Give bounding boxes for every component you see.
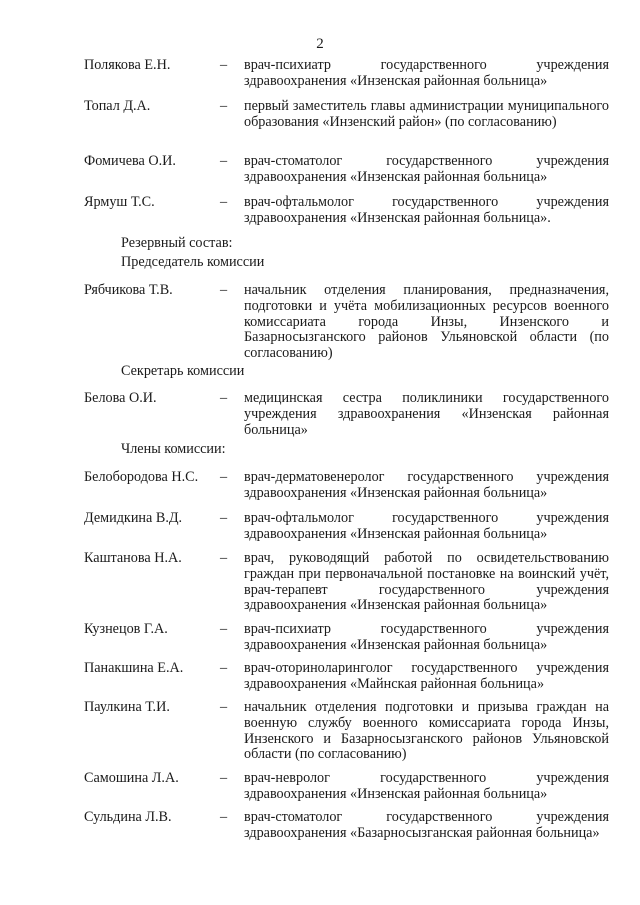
member-name: Паулкина Т.И. (84, 699, 170, 715)
member-entry-demidkina (84, 511, 609, 543)
dash-separator: – (220, 809, 228, 825)
member-entry-polyakova (84, 58, 609, 90)
member-entry-suldina (84, 810, 609, 842)
page-number: 2 (316, 36, 324, 52)
dash-separator: – (220, 660, 228, 676)
member-name: Демидкина В.Д. (84, 510, 183, 526)
member-entry-beloborodova (84, 470, 609, 502)
dash-separator: – (220, 469, 228, 485)
dash-separator: – (220, 510, 228, 526)
dash-separator: – (220, 57, 228, 73)
member-position: врач-оториноларинголог государственного учреждения здравоохранения «Майнская районная больница» (244, 660, 609, 692)
dash-separator: – (220, 390, 228, 406)
member-position: медицинская сестра поликлиники государственного учреждения здравоохранения «Инзенская районная больница» (244, 390, 609, 438)
member-name: Белобородова Н.С. (84, 469, 199, 485)
member-position: врач-психиатр государственного учреждения здравоохранения «Инзенская районная больница» (244, 57, 609, 89)
member-entry-yarmush (84, 195, 609, 227)
member-entry-topal (84, 99, 609, 131)
member-name: Полякова Е.Н. (84, 57, 171, 73)
section-heading-reserve: Резервный состав: (121, 235, 233, 251)
member-position: врач-стоматолог государственного учреждения здравоохранения «Инзенская районная больница» (244, 153, 609, 185)
dash-separator: – (220, 550, 228, 566)
member-position: врач-психиатр государственного учреждения здравоохранения «Инзенская районная больница» (244, 621, 609, 653)
section-heading-members: Члены комиссии: (121, 441, 226, 457)
member-entry-paulkina (84, 700, 609, 763)
member-entry-ryabchikova (84, 283, 609, 362)
member-name: Кузнецов Г.А. (84, 621, 168, 637)
member-position: врач-офтальмолог государственного учреждения здравоохранения «Инзенская районная больница» (244, 510, 609, 542)
member-position: врач, руководящий работой по освидетельствованию граждан при первоначальной постановке на воинский учёт, врач-терапевт государственного учреждения здравоохранения «Инзенская районная больница» (244, 550, 609, 614)
member-name: Белова О.И. (84, 390, 157, 406)
dash-separator: – (220, 153, 228, 169)
member-position: начальник отделения планирования, предназначения, подготовки и учёта мобилизационных ресурсов военного комиссариата города Инзы, Инзенского и Базарносызганского районов Ульяновской области (по согласованию) (244, 282, 609, 362)
dash-separator: – (220, 282, 228, 298)
member-position: врач-офтальмолог государственного учреждения здравоохранения «Инзенская районная больница». (244, 194, 609, 226)
member-name: Ярмуш Т.С. (84, 194, 155, 210)
dash-separator: – (220, 770, 228, 786)
member-entry-fomicheva (84, 154, 609, 186)
member-position: первый заместитель главы администрации муниципального образования «Инзенский район» (по согласованию) (244, 98, 609, 130)
member-name: Каштанова Н.А. (84, 550, 182, 566)
dash-separator: – (220, 621, 228, 637)
dash-separator: – (220, 699, 228, 715)
member-entry-samoshina (84, 771, 609, 803)
member-name: Сульдина Л.В. (84, 809, 172, 825)
member-position: начальник отделения подготовки и призыва граждан на военную службу военного комиссариата города Инзы, Инзенского и Базарносызганского районов Ульяновской области (по согласованию) (244, 699, 609, 763)
dash-separator: – (220, 98, 228, 114)
member-name: Рябчикова Т.В. (84, 282, 173, 298)
section-heading-secretary: Секретарь комиссии (121, 363, 245, 379)
member-entry-kuznetsov (84, 622, 609, 654)
section-heading-chairman: Председатель комиссии (121, 254, 265, 270)
member-name: Топал Д.А. (84, 98, 151, 114)
dash-separator: – (220, 194, 228, 210)
member-name: Панакшина Е.А. (84, 660, 184, 676)
member-entry-panakshina (84, 661, 609, 693)
member-entry-kashtanova (84, 551, 609, 614)
member-position: врач-стоматолог государственного учреждения здравоохранения «Базарносызганская районная больница» (244, 809, 609, 841)
member-name: Самошина Л.А. (84, 770, 179, 786)
member-entry-belova (84, 391, 609, 438)
member-position: врач-дерматовенеролог государственного учреждения здравоохранения «Инзенская районная больница» (244, 469, 609, 501)
member-name: Фомичева О.И. (84, 153, 176, 169)
member-position: врач-невролог государственного учреждения здравоохранения «Инзенская районная больница» (244, 770, 609, 802)
